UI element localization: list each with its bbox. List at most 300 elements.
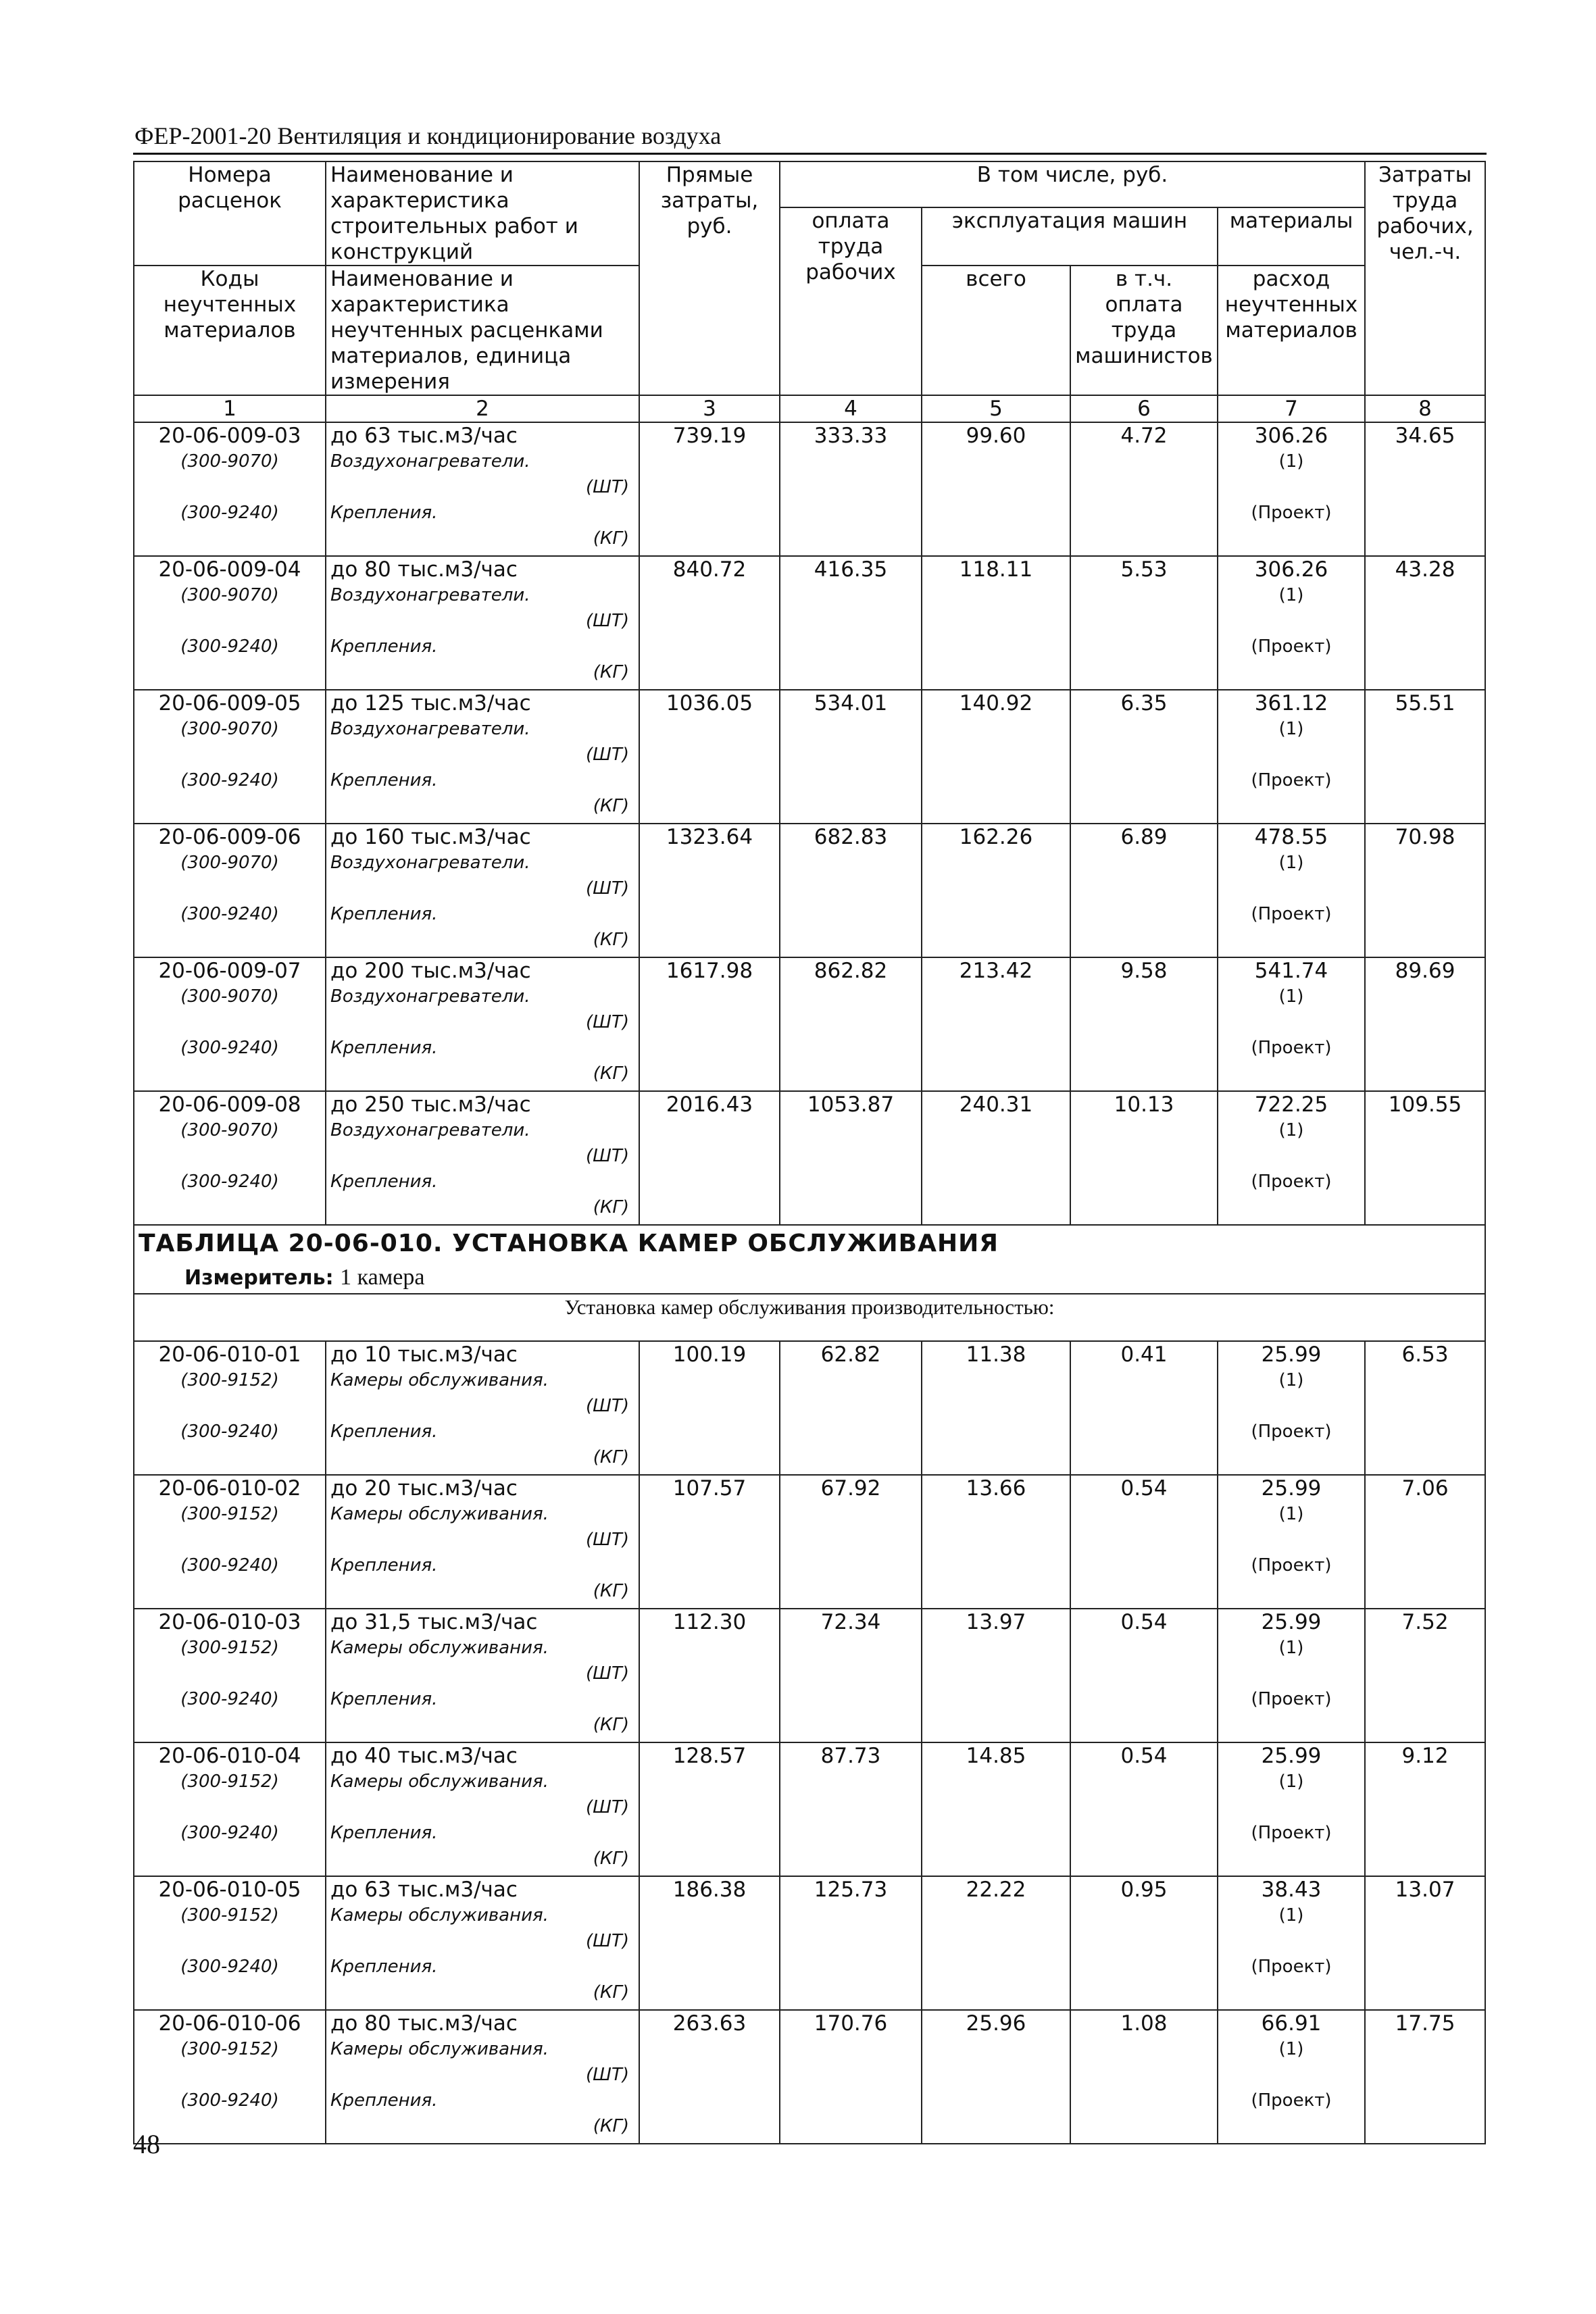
material-code: (300-9240) <box>180 770 279 790</box>
header-labor: Затраты труда рабочих, чел.-ч. <box>1365 161 1485 395</box>
labor-value: 7.06 <box>1365 1475 1485 1609</box>
direct-costs-value: 186.38 <box>639 1876 780 2010</box>
section-title: ТАБЛИЦА 20-06-010. УСТАНОВКА КАМЕР ОБСЛУЖИВАНИЯ <box>139 1230 999 1257</box>
direct-costs-value: 263.63 <box>639 2010 780 2144</box>
spacer <box>1222 1393 1360 1419</box>
materials-kind: (Проект) <box>1251 770 1332 790</box>
material-code: (300-9152) <box>180 1638 279 1658</box>
material-name: Камеры обслуживания. <box>330 1771 549 1792</box>
rate-code-cell <box>134 422 326 556</box>
rates-table-body <box>134 161 1485 2144</box>
material-code: (300-9240) <box>180 1823 279 1843</box>
direct-costs-value: 112.30 <box>639 1609 780 1742</box>
materials-quantity: (1) <box>1278 1370 1304 1390</box>
material-name: Воздухонагреватели. <box>330 451 530 472</box>
spacer <box>1222 608 1360 634</box>
materials-kind: (Проект) <box>1251 1038 1332 1058</box>
header-incl-machinists: в т.ч. оплата труда машинистов <box>1070 266 1218 395</box>
material-name: Крепления. <box>330 1038 438 1058</box>
material-unit: (ШТ) <box>586 2065 629 2085</box>
materials-kind: (Проект) <box>1251 1172 1332 1192</box>
material-code: (300-9240) <box>180 1689 279 1709</box>
rate-code: 20-06-010-03 <box>158 1610 301 1634</box>
rate-code: 20-06-009-03 <box>158 424 301 448</box>
rate-code-cell <box>134 824 326 957</box>
rate-row <box>134 422 1485 556</box>
rate-name: до 10 тыс.м3/час <box>330 1342 518 1367</box>
rate-code: 20-06-009-07 <box>158 959 301 983</box>
spacer <box>139 1794 321 1820</box>
column-number: 4 <box>780 395 922 422</box>
header-codes-unaccounted: Коды неучтенных материалов <box>134 266 326 395</box>
materials-cell <box>1218 1341 1365 1475</box>
materials-kind: (Проект) <box>1251 1689 1332 1709</box>
material-code: (300-9240) <box>180 503 279 523</box>
material-unit: (ШТ) <box>586 477 629 497</box>
spacer <box>139 876 321 901</box>
spacer <box>1222 474 1360 500</box>
material-name: Камеры обслуживания. <box>330 1370 549 1390</box>
material-unit: (ШТ) <box>586 1146 629 1166</box>
workers-pay-value: 67.92 <box>780 1475 922 1609</box>
labor-value: 89.69 <box>1365 957 1485 1091</box>
materials-kind: (Проект) <box>1251 503 1332 523</box>
spacer <box>1222 742 1360 768</box>
rate-row <box>134 1475 1485 1609</box>
column-number: 2 <box>326 395 639 422</box>
materials-value: 478.55 <box>1254 825 1328 849</box>
labor-value: 55.51 <box>1365 690 1485 824</box>
material-name: Крепления. <box>330 770 438 790</box>
direct-costs-value: 107.57 <box>639 1475 780 1609</box>
materials-cell <box>1218 1091 1365 1225</box>
workers-pay-value: 62.82 <box>780 1341 922 1475</box>
machines-total-value: 118.11 <box>922 556 1070 690</box>
material-code: (300-9152) <box>180 1370 279 1390</box>
material-code: (300-9152) <box>180 1771 279 1792</box>
material-code: (300-9240) <box>180 1038 279 1058</box>
labor-value: 70.98 <box>1365 824 1485 957</box>
material-name: Воздухонагреватели. <box>330 585 530 605</box>
material-name: Воздухонагреватели. <box>330 986 530 1007</box>
workers-pay-value: 1053.87 <box>780 1091 922 1225</box>
machinists-pay-value: 6.89 <box>1070 824 1218 957</box>
labor-value: 109.55 <box>1365 1091 1485 1225</box>
materials-kind: (Проект) <box>1251 1957 1332 1977</box>
section-meter-label: Измеритель: <box>184 1266 334 1290</box>
machines-total-value: 213.42 <box>922 957 1070 1091</box>
workers-pay-value: 170.76 <box>780 2010 922 2144</box>
header-machine-operation: эксплуатация машин <box>922 207 1218 266</box>
material-unit: (ШТ) <box>586 1012 629 1032</box>
material-name: Крепления. <box>330 636 438 657</box>
machinists-pay-value: 0.95 <box>1070 1876 1218 2010</box>
direct-costs-value: 1617.98 <box>639 957 780 1091</box>
material-code: (300-9152) <box>180 1905 279 1926</box>
machinists-pay-value: 10.13 <box>1070 1091 1218 1225</box>
header-including: В том числе, руб. <box>780 161 1365 207</box>
rate-name-cell <box>326 1609 639 1742</box>
rate-name-cell <box>326 1475 639 1609</box>
material-code: (300-9240) <box>180 1957 279 1977</box>
material-code: (300-9070) <box>180 451 279 472</box>
labor-value: 17.75 <box>1365 2010 1485 2144</box>
material-unit: (КГ) <box>593 1982 629 2003</box>
material-unit: (ШТ) <box>586 1931 629 1951</box>
rate-code: 20-06-009-08 <box>158 1092 301 1117</box>
material-unit: (КГ) <box>593 1715 629 1735</box>
labor-value: 7.52 <box>1365 1609 1485 1742</box>
machinists-pay-value: 9.58 <box>1070 957 1218 1091</box>
material-unit: (КГ) <box>593 1197 629 1217</box>
rate-row <box>134 690 1485 824</box>
rate-code: 20-06-010-01 <box>158 1342 301 1367</box>
materials-cell <box>1218 1742 1365 1876</box>
column-number: 5 <box>922 395 1070 422</box>
spacer <box>1222 876 1360 901</box>
rate-name: до 20 тыс.м3/час <box>330 1476 518 1501</box>
materials-value: 25.99 <box>1261 1342 1322 1367</box>
material-code: (300-9152) <box>180 1504 279 1524</box>
machines-total-value: 240.31 <box>922 1091 1070 1225</box>
material-name: Крепления. <box>330 503 438 523</box>
column-number: 7 <box>1218 395 1365 422</box>
rates-table <box>133 161 1486 2144</box>
rate-name-cell <box>326 556 639 690</box>
rate-code: 20-06-009-05 <box>158 691 301 715</box>
rate-row <box>134 1609 1485 1742</box>
materials-cell <box>1218 690 1365 824</box>
materials-cell <box>1218 957 1365 1091</box>
materials-quantity: (1) <box>1278 1905 1304 1926</box>
spacer <box>139 1928 321 1954</box>
machinists-pay-value: 0.54 <box>1070 1609 1218 1742</box>
rate-name: до 200 тыс.м3/час <box>330 959 531 983</box>
spacer <box>1222 1928 1360 1954</box>
material-name: Крепления. <box>330 1172 438 1192</box>
rate-row <box>134 1742 1485 1876</box>
material-unit: (ШТ) <box>586 745 629 765</box>
material-unit: (КГ) <box>593 930 629 950</box>
materials-quantity: (1) <box>1278 1120 1304 1140</box>
rate-name: до 80 тыс.м3/час <box>330 557 518 582</box>
spacer <box>139 608 321 634</box>
rate-name: до 31,5 тыс.м3/час <box>330 1610 538 1634</box>
machines-total-value: 25.96 <box>922 2010 1070 2144</box>
materials-kind: (Проект) <box>1251 1555 1332 1576</box>
rate-name: до 160 тыс.м3/час <box>330 825 531 849</box>
column-number: 1 <box>134 395 326 422</box>
rate-name-cell <box>326 690 639 824</box>
material-name: Камеры обслуживания. <box>330 1638 549 1658</box>
rate-name: до 40 тыс.м3/час <box>330 1744 518 1768</box>
section-subtitle-row <box>134 1294 1485 1341</box>
rate-code-cell <box>134 1341 326 1475</box>
labor-value: 13.07 <box>1365 1876 1485 2010</box>
machines-total-value: 14.85 <box>922 1742 1070 1876</box>
rate-name-cell <box>326 1742 639 1876</box>
materials-quantity: (1) <box>1278 986 1304 1007</box>
machinists-pay-value: 0.41 <box>1070 1341 1218 1475</box>
rate-name-cell <box>326 2010 639 2144</box>
workers-pay-value: 72.34 <box>780 1609 922 1742</box>
spacer <box>139 1143 321 1169</box>
machines-total-value: 99.60 <box>922 422 1070 556</box>
rate-name: до 125 тыс.м3/час <box>330 691 531 715</box>
material-unit: (ШТ) <box>586 1396 629 1416</box>
header-materials-consumption: расход неучтенных материалов <box>1218 266 1365 395</box>
materials-quantity: (1) <box>1278 2039 1304 2059</box>
materials-cell <box>1218 1609 1365 1742</box>
rate-name-cell <box>326 1091 639 1225</box>
spacer <box>1222 1143 1360 1169</box>
materials-value: 361.12 <box>1254 691 1328 715</box>
rate-name: до 63 тыс.м3/час <box>330 424 518 448</box>
spacer <box>1222 1661 1360 1686</box>
rate-name-cell <box>326 1341 639 1475</box>
section-meter <box>184 1265 1480 1291</box>
header-workers-pay: оплата труда рабочих <box>780 207 922 395</box>
direct-costs-value: 100.19 <box>639 1341 780 1475</box>
materials-cell <box>1218 1475 1365 1609</box>
direct-costs-value: 739.19 <box>639 422 780 556</box>
materials-kind: (Проект) <box>1251 636 1332 657</box>
labor-value: 43.28 <box>1365 556 1485 690</box>
material-code: (300-9240) <box>180 1172 279 1192</box>
rate-code: 20-06-010-05 <box>158 1878 301 1902</box>
rate-row <box>134 556 1485 690</box>
material-unit: (ШТ) <box>586 878 629 899</box>
material-unit: (КГ) <box>593 1848 629 1869</box>
labor-value: 34.65 <box>1365 422 1485 556</box>
material-name: Воздухонагреватели. <box>330 1120 530 1140</box>
workers-pay-value: 534.01 <box>780 690 922 824</box>
header-total: всего <box>922 266 1070 395</box>
spacer <box>1222 1527 1360 1553</box>
machines-total-value: 140.92 <box>922 690 1070 824</box>
workers-pay-value: 333.33 <box>780 422 922 556</box>
rate-row <box>134 957 1485 1091</box>
material-name: Крепления. <box>330 2090 438 2111</box>
materials-cell <box>1218 1876 1365 2010</box>
page-number: 48 <box>133 2129 160 2159</box>
materials-value: 25.99 <box>1261 1744 1322 1768</box>
machines-total-value: 162.26 <box>922 824 1070 957</box>
rate-code: 20-06-010-04 <box>158 1744 301 1768</box>
machines-total-value: 13.97 <box>922 1609 1070 1742</box>
rate-code-cell <box>134 690 326 824</box>
rate-row <box>134 1091 1485 1225</box>
material-name: Камеры обслуживания. <box>330 1905 549 1926</box>
workers-pay-value: 87.73 <box>780 1742 922 1876</box>
material-name: Воздухонагреватели. <box>330 853 530 873</box>
spacer <box>139 2062 321 2088</box>
material-unit: (КГ) <box>593 1447 629 1467</box>
rate-code: 20-06-010-06 <box>158 2011 301 2036</box>
material-code: (300-9070) <box>180 1120 279 1140</box>
direct-costs-value: 1323.64 <box>639 824 780 957</box>
section-meter-value: 1 камера <box>340 1265 425 1290</box>
material-code: (300-9070) <box>180 585 279 605</box>
materials-value: 722.25 <box>1254 1092 1328 1117</box>
section-subtitle: Установка камер обслуживания производительностью: <box>134 1294 1485 1341</box>
rate-name-cell <box>326 824 639 957</box>
workers-pay-value: 862.82 <box>780 957 922 1091</box>
material-unit: (КГ) <box>593 662 629 682</box>
page-header <box>133 114 1487 155</box>
materials-value: 66.91 <box>1261 2011 1322 2036</box>
materials-value: 306.26 <box>1254 557 1328 582</box>
material-name: Крепления. <box>330 1689 438 1709</box>
rate-name: до 63 тыс.м3/час <box>330 1878 518 1902</box>
materials-cell <box>1218 422 1365 556</box>
rate-name-cell <box>326 957 639 1091</box>
materials-value: 25.99 <box>1261 1610 1322 1634</box>
direct-costs-value: 1036.05 <box>639 690 780 824</box>
materials-value: 306.26 <box>1254 424 1328 448</box>
machinists-pay-value: 6.35 <box>1070 690 1218 824</box>
spacer <box>139 1393 321 1419</box>
workers-pay-value: 682.83 <box>780 824 922 957</box>
material-name: Крепления. <box>330 1957 438 1977</box>
materials-kind: (Проект) <box>1251 1823 1332 1843</box>
labor-value: 6.53 <box>1365 1341 1485 1475</box>
spacer <box>139 742 321 768</box>
machines-total-value: 22.22 <box>922 1876 1070 2010</box>
rate-code-cell <box>134 2010 326 2144</box>
machinists-pay-value: 4.72 <box>1070 422 1218 556</box>
rate-code-cell <box>134 1091 326 1225</box>
header-name-materials: Наименование и характеристика неучтенных расценками материалов, единица измерения <box>326 266 639 395</box>
spacer <box>139 1527 321 1553</box>
rate-row <box>134 824 1485 957</box>
machines-total-value: 11.38 <box>922 1341 1070 1475</box>
material-code: (300-9240) <box>180 1422 279 1442</box>
machinists-pay-value: 5.53 <box>1070 556 1218 690</box>
material-unit: (КГ) <box>593 796 629 816</box>
rate-name-cell <box>326 422 639 556</box>
material-unit: (ШТ) <box>586 1797 629 1817</box>
rate-code: 20-06-009-06 <box>158 825 301 849</box>
rate-code-cell <box>134 1876 326 2010</box>
materials-quantity: (1) <box>1278 585 1304 605</box>
rate-code-cell <box>134 556 326 690</box>
material-code: (300-9152) <box>180 2039 279 2059</box>
rate-row <box>134 1341 1485 1475</box>
materials-value: 541.74 <box>1254 959 1328 983</box>
header-materials: материалы <box>1218 207 1365 266</box>
material-name: Камеры обслуживания. <box>330 2039 549 2059</box>
material-code: (300-9070) <box>180 719 279 739</box>
page-header-title: ФЕР-2001-20 Вентиляция и кондиционирование воздуха <box>134 122 722 149</box>
spacer <box>139 1009 321 1035</box>
material-code: (300-9240) <box>180 2090 279 2111</box>
materials-kind: (Проект) <box>1251 1422 1332 1442</box>
spacer <box>1222 2062 1360 2088</box>
workers-pay-value: 125.73 <box>780 1876 922 2010</box>
spacer <box>1222 1009 1360 1035</box>
material-unit: (КГ) <box>593 2116 629 2136</box>
materials-cell <box>1218 2010 1365 2144</box>
direct-costs-value: 2016.43 <box>639 1091 780 1225</box>
materials-kind: (Проект) <box>1251 904 1332 924</box>
material-name: Крепления. <box>330 904 438 924</box>
machinists-pay-value: 0.54 <box>1070 1742 1218 1876</box>
material-unit: (ШТ) <box>586 611 629 631</box>
materials-cell <box>1218 556 1365 690</box>
column-number: 8 <box>1365 395 1485 422</box>
rate-code: 20-06-009-04 <box>158 557 301 582</box>
direct-costs-value: 128.57 <box>639 1742 780 1876</box>
column-number: 6 <box>1070 395 1218 422</box>
rate-row <box>134 1876 1485 2010</box>
header-name-works: Наименование и характеристика строительных работ и конструкций <box>326 161 639 266</box>
rate-name: до 80 тыс.м3/час <box>330 2011 518 2036</box>
materials-value: 38.43 <box>1261 1878 1322 1902</box>
material-unit: (ШТ) <box>586 1663 629 1684</box>
materials-quantity: (1) <box>1278 719 1304 739</box>
rate-code-cell <box>134 957 326 1091</box>
header-row-1 <box>134 161 1485 207</box>
header-direct-costs: Прямые затраты, руб. <box>639 161 780 395</box>
rate-row <box>134 2010 1485 2144</box>
material-name: Камеры обслуживания. <box>330 1504 549 1524</box>
materials-quantity: (1) <box>1278 1771 1304 1792</box>
labor-value: 9.12 <box>1365 1742 1485 1876</box>
materials-quantity: (1) <box>1278 853 1304 873</box>
rate-name-cell <box>326 1876 639 2010</box>
materials-cell <box>1218 824 1365 957</box>
spacer <box>139 1661 321 1686</box>
rate-code-cell <box>134 1742 326 1876</box>
section-title-row <box>134 1225 1485 1294</box>
materials-value: 25.99 <box>1261 1476 1322 1501</box>
column-number: 3 <box>639 395 780 422</box>
material-name: Крепления. <box>330 1823 438 1843</box>
material-code: (300-9240) <box>180 1555 279 1576</box>
material-name: Воздухонагреватели. <box>330 719 530 739</box>
material-name: Крепления. <box>330 1422 438 1442</box>
machines-total-value: 13.66 <box>922 1475 1070 1609</box>
spacer <box>139 474 321 500</box>
material-code: (300-9070) <box>180 853 279 873</box>
column-number-row <box>134 395 1485 422</box>
rate-code-cell <box>134 1609 326 1742</box>
material-code: (300-9070) <box>180 986 279 1007</box>
materials-quantity: (1) <box>1278 1504 1304 1524</box>
material-code: (300-9240) <box>180 636 279 657</box>
materials-kind: (Проект) <box>1251 2090 1332 2111</box>
workers-pay-value: 416.35 <box>780 556 922 690</box>
machinists-pay-value: 0.54 <box>1070 1475 1218 1609</box>
material-name: Крепления. <box>330 1555 438 1576</box>
material-unit: (ШТ) <box>586 1530 629 1550</box>
material-unit: (КГ) <box>593 528 629 549</box>
rate-code-cell <box>134 1475 326 1609</box>
materials-quantity: (1) <box>1278 451 1304 472</box>
header-rate-numbers: Номера расценок <box>134 161 326 266</box>
material-unit: (КГ) <box>593 1063 629 1084</box>
machinists-pay-value: 1.08 <box>1070 2010 1218 2144</box>
materials-quantity: (1) <box>1278 1638 1304 1658</box>
spacer <box>1222 1794 1360 1820</box>
rate-name: до 250 тыс.м3/час <box>330 1092 531 1117</box>
material-unit: (КГ) <box>593 1581 629 1601</box>
section-title-cell <box>134 1225 1485 1294</box>
material-code: (300-9240) <box>180 904 279 924</box>
direct-costs-value: 840.72 <box>639 556 780 690</box>
rate-code: 20-06-010-02 <box>158 1476 301 1501</box>
